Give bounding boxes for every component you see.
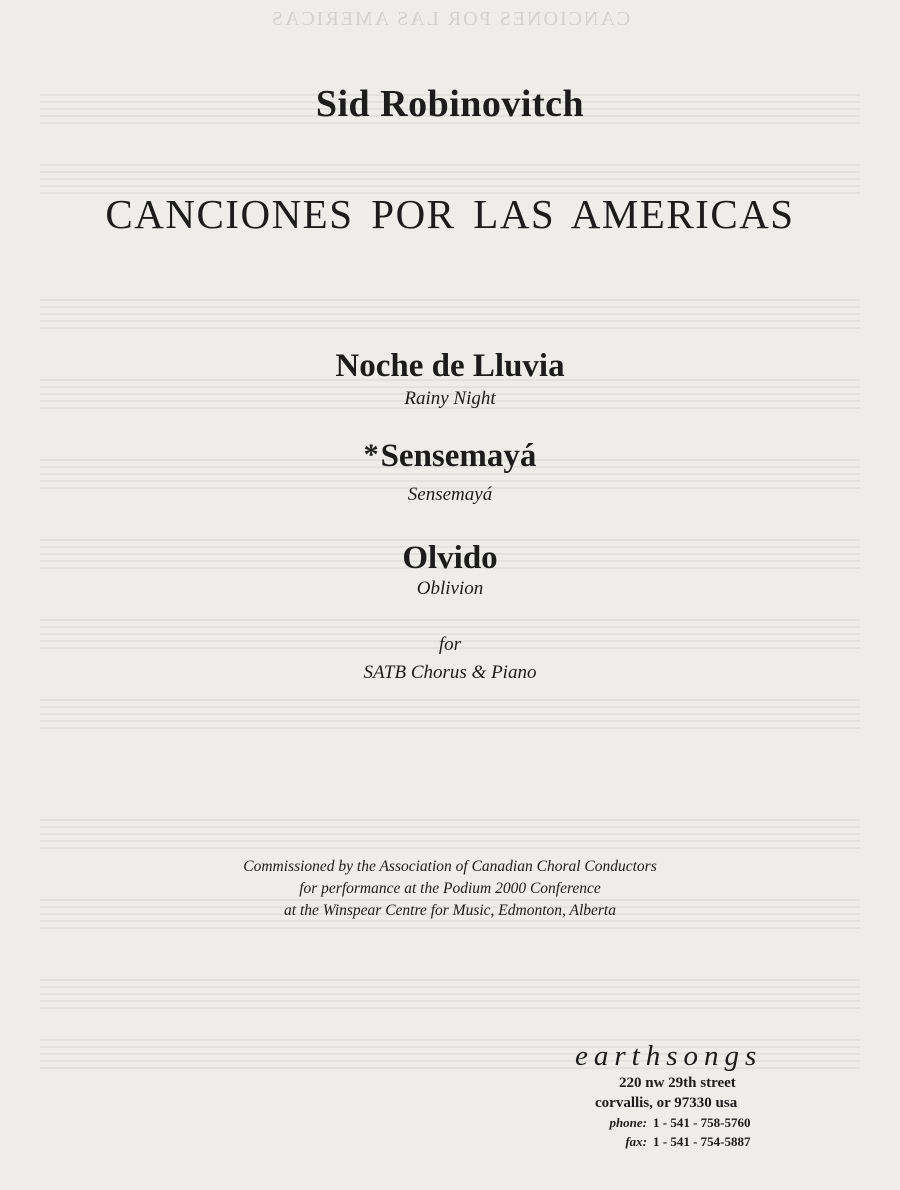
song-title-2-text: Sensemayá bbox=[380, 438, 537, 474]
commission-line-3: at the Winspear Centre for Music, Edmonton, Alberta bbox=[284, 902, 616, 919]
fax-number: 1 - 541 - 754-5887 bbox=[653, 1134, 751, 1149]
fax-label: fax: bbox=[625, 1134, 647, 1149]
publisher-phone bbox=[605, 1113, 865, 1132]
work-title: CANCIONES POR LAS AMERICAS bbox=[105, 191, 795, 237]
commission-line-1: Commissioned by the Association of Canadian Choral Conductors bbox=[243, 858, 657, 875]
publisher-address-2: corvallis, or 97330 usa bbox=[595, 1095, 738, 1111]
song-translation-2: Sensemayá bbox=[407, 484, 493, 505]
phone-number: 1 - 541 - 758-5760 bbox=[653, 1115, 751, 1130]
publisher-fax bbox=[605, 1132, 865, 1151]
publisher-name: earthsongs bbox=[575, 1040, 763, 1072]
song-translation-1: Rainy Night bbox=[404, 388, 496, 409]
ghost-header-text: CANCIONES POR LAS AMERICAS bbox=[269, 8, 631, 30]
phone-label: phone: bbox=[609, 1115, 647, 1130]
song-title-1: Noche de Lluvia bbox=[335, 348, 565, 384]
for-label: for bbox=[438, 634, 462, 655]
voicing: SATB Chorus & Piano bbox=[363, 662, 537, 683]
song-translation-3: Oblivion bbox=[416, 578, 484, 599]
song-title-2 bbox=[0, 438, 900, 475]
publisher-address-1: 220 nw 29th street bbox=[619, 1075, 736, 1091]
publisher-block bbox=[575, 1040, 865, 1151]
commission-note bbox=[0, 856, 900, 922]
asterisk-mark: * bbox=[363, 438, 379, 471]
composer-name: Sid Robinovitch bbox=[315, 83, 585, 125]
song-title-3: Olvido bbox=[402, 540, 498, 576]
commission-line-2: for performance at the Podium 2000 Conference bbox=[299, 880, 601, 897]
